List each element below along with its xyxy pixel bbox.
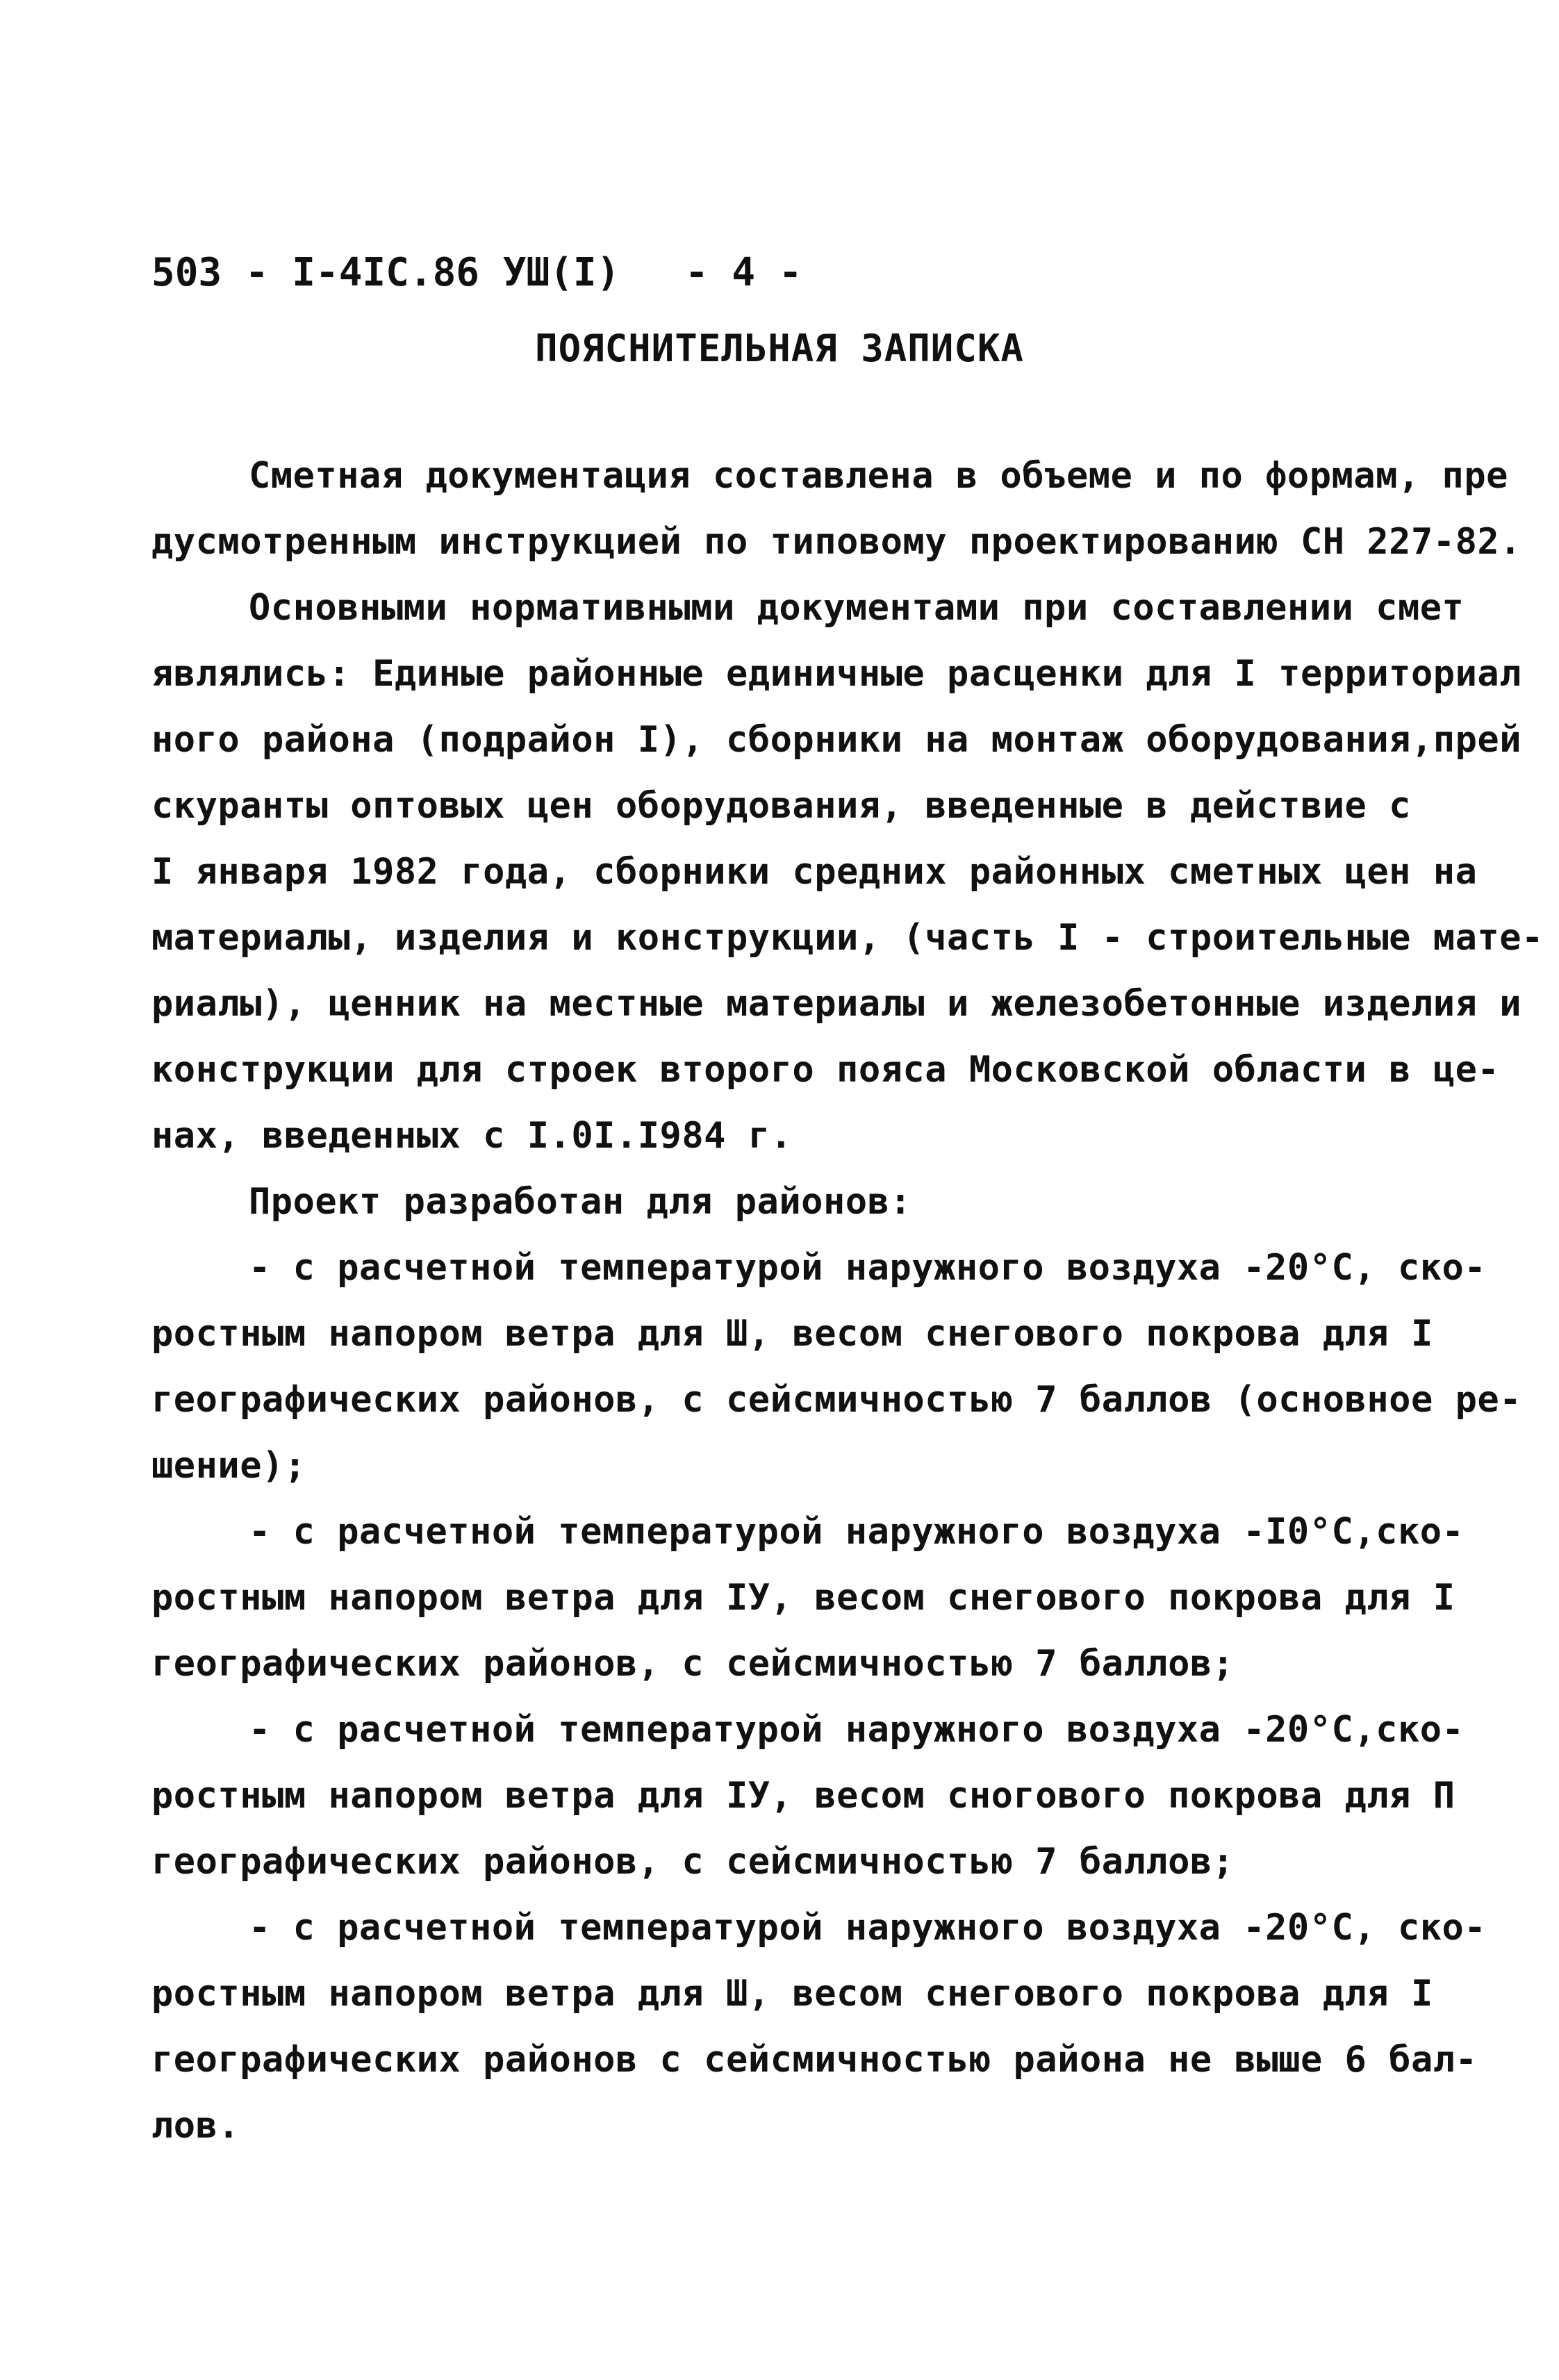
text-line: риалы), ценник на местные материалы и железобетонные изделия и — [151, 983, 1522, 1025]
text-line: - с расчетной температурой наружного воздуха -20°С, ско- — [249, 1247, 1487, 1289]
text-line: ростным напором ветра для Ш, весом снегового покрова для I — [151, 1313, 1433, 1355]
text-line: географических районов, с сейсмичностью 7 баллов (основное ре- — [151, 1379, 1522, 1421]
text-line: - с расчетной температурой наружного воздуха -20°С, ско- — [249, 1907, 1487, 1949]
text-line: - с расчетной температурой наружного воздуха -20°С,ско- — [249, 1709, 1465, 1751]
text-line: ростным напором ветра для Ш, весом снегового покрова для I — [151, 1973, 1433, 2015]
text-line: дусмотренным инструкцией по типовому проектированию СН 227-82. — [151, 521, 1522, 563]
text-line: Сметная документация составлена в объеме и по формам, пре — [249, 455, 1508, 497]
text-line: лов. — [151, 2105, 240, 2147]
text-line: географических районов с сейсмичностью района не выше 6 бал- — [151, 2039, 1478, 2081]
text-line: ростным напором ветра для IУ, весом снегового покрова для I — [151, 1577, 1455, 1619]
page-number: - 4 - — [685, 250, 802, 295]
document-code: 503 - I-4IC.86 УШ(I) — [151, 250, 620, 295]
text-line: Основными нормативными документами при составлении смет — [249, 587, 1465, 629]
text-line: I января 1982 года, сборники средних районных сметных цен на — [151, 851, 1478, 893]
text-line: материалы, изделия и конструкции, (часть I - строительные мате- — [151, 917, 1544, 959]
text-line: конструкции для строек второго пояса Московской области в це- — [151, 1049, 1500, 1091]
text-line: шение); — [151, 1445, 306, 1487]
page-header — [151, 250, 1416, 313]
text-line: ного района (подрайон I), сборники на монтаж оборудования,прей — [151, 719, 1522, 761]
document-title: ПОЯСНИТЕЛЬНАЯ ЗАПИСКА — [535, 327, 1024, 370]
text-line: географических районов, с сейсмичностью 7 баллов; — [151, 1643, 1235, 1685]
text-line: скуранты оптовых цен оборудования, введенные в действие с — [151, 785, 1411, 827]
text-line: нах, введенных с I.0I.I984 г. — [151, 1115, 793, 1157]
text-line: Проект разработан для районов: — [249, 1181, 912, 1223]
text-line: - с расчетной температурой наружного воздуха -I0°С,ско- — [249, 1511, 1465, 1553]
text-line: географических районов, с сейсмичностью 7 баллов; — [151, 1841, 1235, 1883]
text-line: ростным напором ветра для IУ, весом сногового покрова для П — [151, 1775, 1455, 1817]
text-line: являлись: Единые районные единичные расценки для I территориал — [151, 653, 1522, 695]
